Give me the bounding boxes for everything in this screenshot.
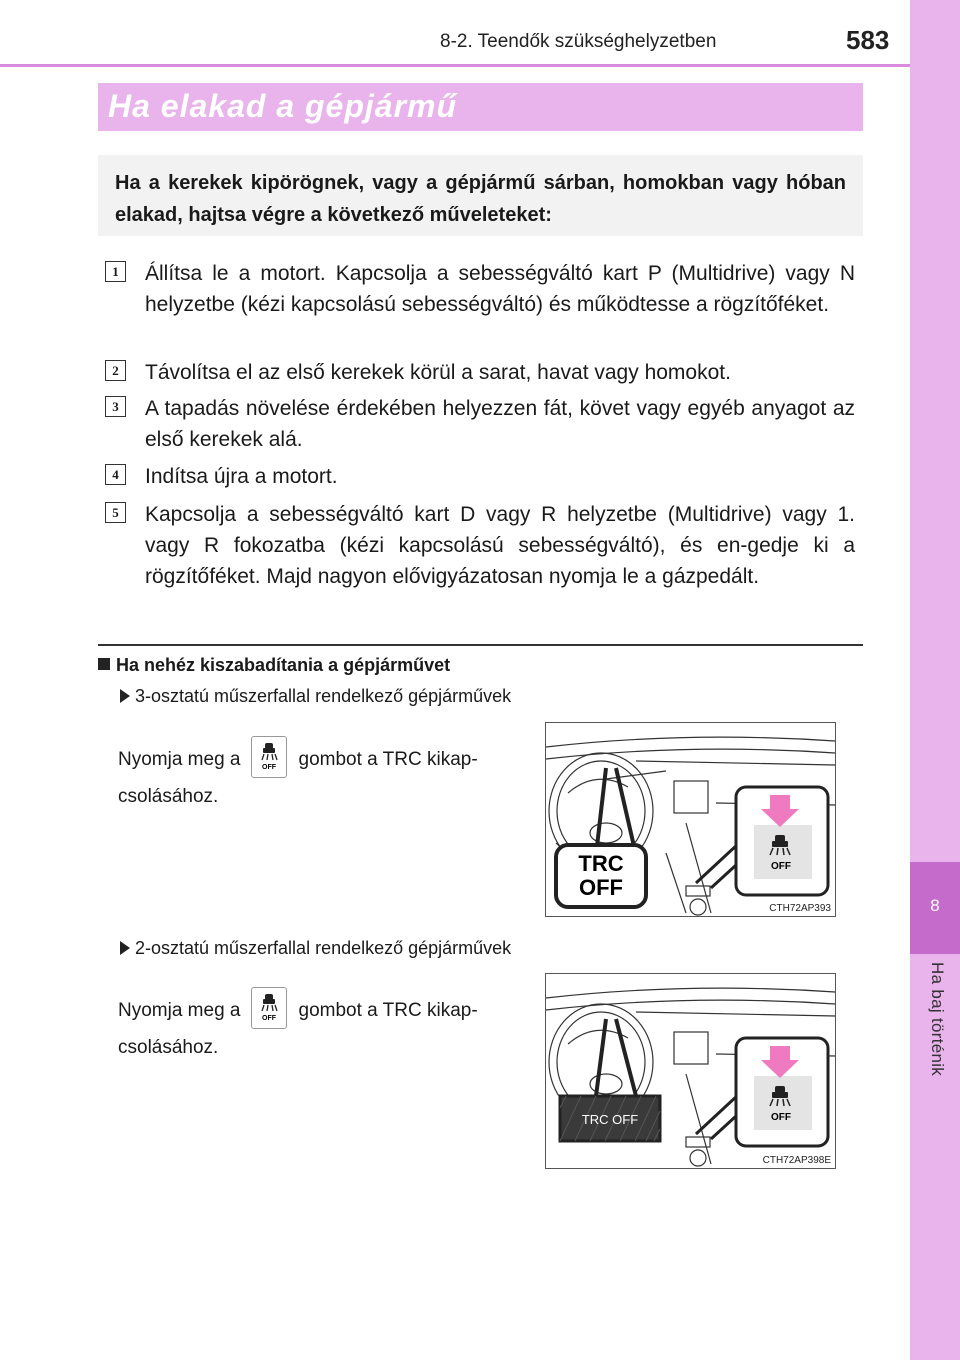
step-text: Kapcsolja a sebességváltó kart D vagy R helyzetbe (Multidrive) vagy 1. vagy R fokozatba (kézi kapcsolású sebességváltó), és en-gedje ki a rögzítőféket. Majd nagyon elővigyázatosan nyomja le a gázpedált.: [145, 503, 855, 588]
step-number: 1: [105, 261, 126, 282]
figure-trc-label-line2: OFF: [579, 875, 623, 900]
step-text: Indítsa újra a motort.: [145, 465, 338, 488]
step-text: Távolítsa el az első kerekek körül a sarat, havat vagy homokot.: [145, 361, 731, 384]
instr-line2: csolásához.: [118, 1037, 219, 1058]
dashboard-figure-1: [545, 722, 836, 917]
button-off-label: OFF: [261, 764, 276, 771]
variant-bullet-2: [120, 938, 511, 959]
intro-box: [98, 155, 863, 236]
figure-trc-label: TRC OFF: [581, 1112, 639, 1127]
step-number: 3: [105, 396, 126, 417]
instr-before: Nyomja meg a: [118, 749, 241, 770]
divider: [98, 644, 863, 646]
triangle-bullet-icon: [120, 941, 130, 955]
instr-after: gombot a TRC kikap-: [298, 749, 478, 770]
section-title: 8-2. Teendők szükséghelyzetben: [440, 31, 717, 52]
trc-off-button-icon: [251, 736, 287, 778]
intro-text: Ha a kerekek kipörögnek, vagy a gépjármű sárban, homokban vagy hóban elakad, hajtsa végre a következő műveleteket:: [115, 172, 846, 226]
side-tab: [910, 0, 960, 1360]
chapter-label: Ha baj történik: [928, 962, 947, 1077]
dashboard-figure-2: [545, 973, 836, 1169]
square-bullet-icon: [98, 658, 110, 670]
step-number: 2: [105, 360, 126, 381]
figure-button-off-label: OFF: [771, 861, 791, 872]
figure-code: CTH72AP393: [769, 903, 831, 914]
instr-after: gombot a TRC kikap-: [298, 1000, 478, 1021]
sub-heading: [98, 655, 450, 676]
sub-heading-text: Ha nehéz kiszabadítania a gépjárművet: [116, 655, 451, 675]
step-text: A tapadás növelése érdekében helyezzen fát, követ vagy egyéb anyagot az első kerekek alá.: [145, 397, 855, 451]
instruction-2: [118, 987, 538, 1066]
instr-before: Nyomja meg a: [118, 1000, 241, 1021]
instruction-1: [118, 736, 538, 815]
figure-code: CTH72AP398E: [762, 1155, 831, 1166]
triangle-bullet-icon: [120, 689, 130, 703]
bullet-text: 2-osztatú műszerfallal rendelkező gépjárművek: [135, 938, 512, 958]
title-bar: [98, 83, 863, 131]
bullet-text: 3-osztatú műszerfallal rendelkező gépjárművek: [135, 686, 512, 706]
step-text: Állítsa le a motort. Kapcsolja a sebességváltó kart P (Multidrive) vagy N helyzetbe (kézi kapcsolású sebességváltó) és működtesse a rögzítőféket.: [145, 262, 855, 316]
step-number: 5: [105, 502, 126, 523]
instr-line2: csolásához.: [118, 786, 219, 807]
chapter-number: 8: [930, 896, 940, 915]
page-title: Ha elakad a gépjármű: [108, 88, 458, 124]
variant-bullet-1: [120, 686, 511, 707]
button-off-label: OFF: [261, 1015, 276, 1022]
header-rule: [0, 64, 910, 67]
page-number: 583: [846, 25, 890, 55]
trc-off-button-icon: [251, 987, 287, 1029]
step-number: 4: [105, 464, 126, 485]
figure-button-off-label: OFF: [771, 1112, 791, 1123]
figure-trc-label-line1: TRC: [578, 851, 624, 876]
